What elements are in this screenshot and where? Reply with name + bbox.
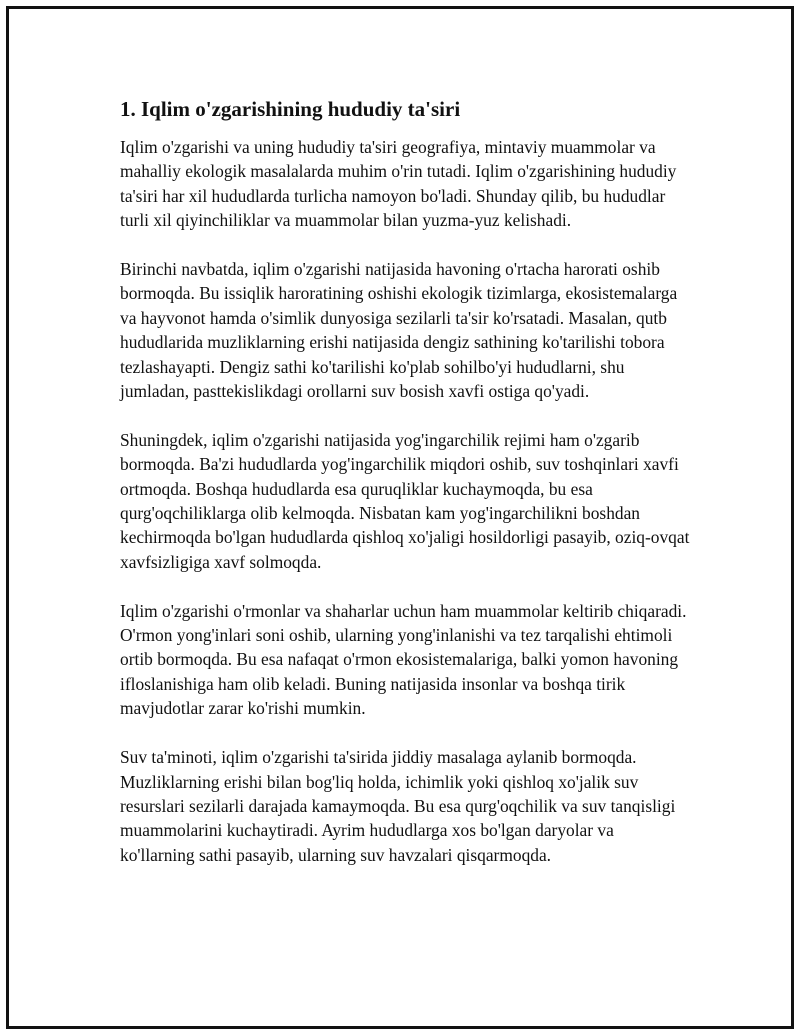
- paragraph-5: Suv ta'minoti, iqlim o'zgarishi ta'sirida jiddiy masalaga aylanib bormoqda. Muzliklarning erishi bilan bog'liq holda, ichimlik yoki qishloq xo'jalik suv resurslari sezilarli darajada kamaymoqda. Bu esa qurg'oqchilik va suv tanqisligi muammolarini kuchaytiradi. Ayrim hududlarga xos bo'lgan daryolar va ko'llarning sathi pasayib, ularning suv havzalari qisqarmoqda.: [120, 747, 676, 865]
- section-heading: 1. Iqlim o'zgarishining hududiy ta'siri: [120, 97, 461, 121]
- document-page: [6, 6, 794, 1029]
- paragraph-2: Birinchi navbatda, iqlim o'zgarishi natijasida havoning o'rtacha harorati oshib bormoqda. Bu issiqlik haroratining oshishi ekologik tizimlarga, ekosistemalarga va hayvonot hamda o'simlik dunyosiga sezilarli ta'sir ko'rsatadi. Masalan, qutb hududlarida muzliklarning erishi natijasida dengiz sathining ko'tarilishi tobora tezlashayapti. Dengiz sathi ko'tarilishi ko'plab sohilbo'yi hududlarni, shu jumladan, pasttekislikdagi orollarni suv bosish xavfi ostiga qo'yadi.: [120, 259, 678, 402]
- paragraph-3: Shuningdek, iqlim o'zgarishi natijasida yog'ingarchilik rejimi ham o'zgarib bormoqda. Ba'zi hududlarda yog'ingarchilik miqdori oshib, suv toshqinlari xavfi ortmoqda. Boshqa hududlarda esa quruqliklar kuchaymoqda, bu esa qurg'oqchiliklarga olib kelmoqda. Nisbatan kam yog'ingarchilikni boshdan kechirmoqda bo'lgan hududlarda qishloq xo'jaligi hosildorligi pasayib, oziq-ovqat xavfsizligiga xavf solmoqda.: [120, 429, 690, 572]
- document-body: [120, 95, 692, 892]
- paragraph-4: Iqlim o'zgarishi o'rmonlar va shaharlar uchun ham muammolar keltirib chiqaradi. O'rmon yong'inlari soni oshib, ularning yong'inlanishi va tez tarqalishi ehtimoli ortib bormoqda. Bu esa nafaqat o'rmon ekosistemalariga, balki yomon havoning ifloslanishiga ham olib keladi. Buning natijasida insonlar va boshqa tirik mavjudotlar zarar ko'rishi mumkin.: [120, 600, 687, 719]
- paragraph-1: Iqlim o'zgarishi va uning hududiy ta'siri geografiya, mintaviy muammolar va mahalliy ekologik masalalarda muhim o'rin tutadi. Iqlim o'zgarishining hududiy ta'siri har xil hududlarda turlicha namoyon bo'ladi. Shunday qilib, bu hududlar turli xil qiyinchiliklar va muammolar bilan yuzma-yuz kelishadi.: [120, 137, 677, 231]
